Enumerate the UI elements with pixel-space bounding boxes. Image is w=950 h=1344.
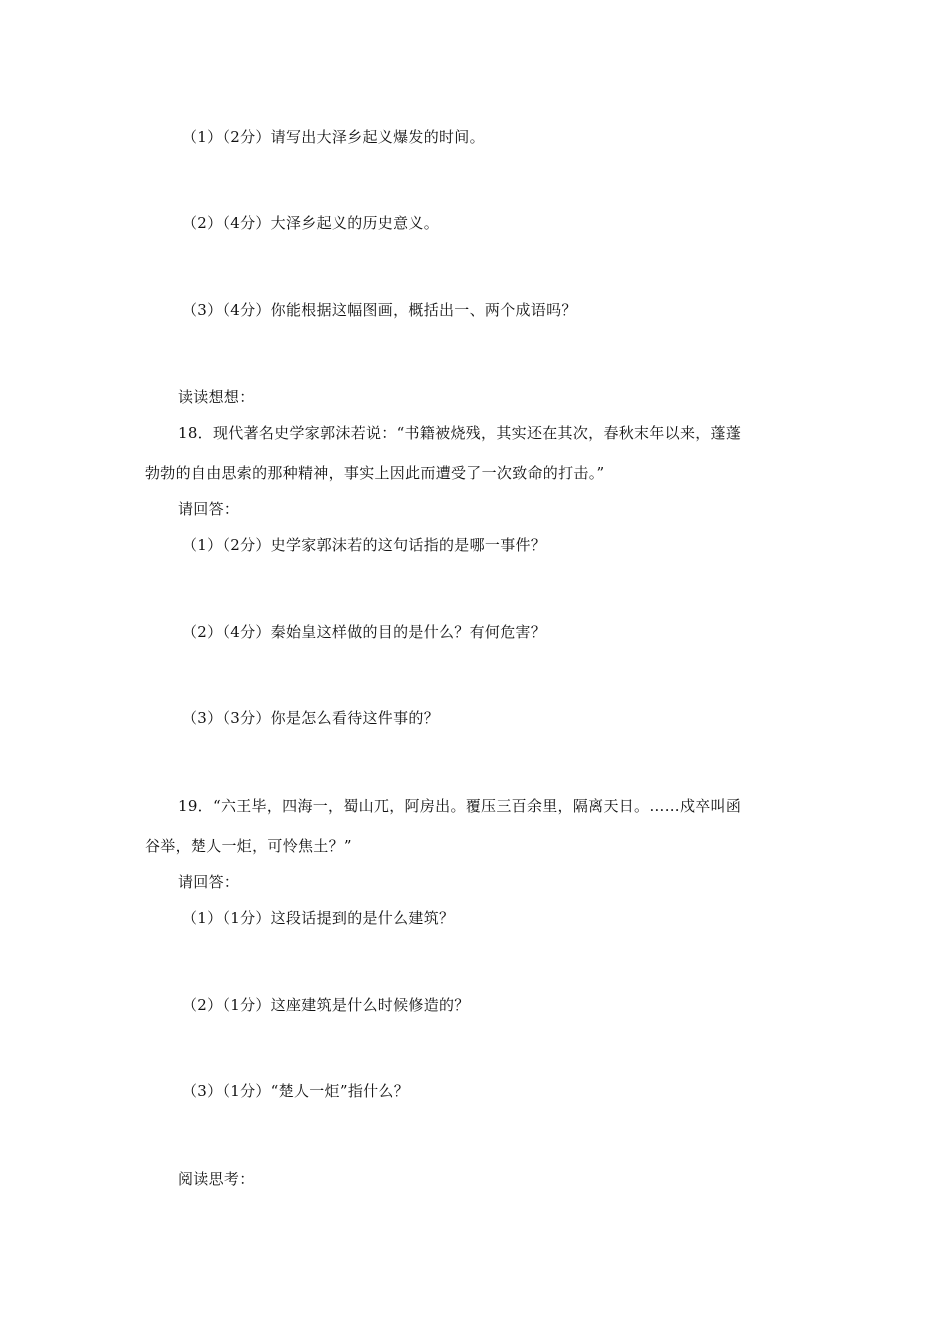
q19-stem-line-2: 谷举，楚人一炬，可怜焦土？” bbox=[145, 837, 352, 855]
q19-item-1: （1）（1分）这段话提到的是什么建筑？ bbox=[182, 909, 455, 927]
prev-question-item-1: （1）（2分）请写出大泽乡起义爆发的时间。 bbox=[182, 128, 485, 146]
prev-question-item-2: （2）（4分）大泽乡起义的历史意义。 bbox=[182, 214, 439, 232]
prev-question-item-3: （3）（4分）你能根据这幅图画，概括出一、两个成语吗？ bbox=[182, 301, 577, 319]
q18-stem-line-2: 勃勃的自由思索的那种精神，事实上因此而遭受了一次致命的打击。” bbox=[145, 464, 605, 482]
closing-heading: 阅读思考： bbox=[178, 1170, 255, 1188]
q18-prompt: 请回答： bbox=[178, 500, 240, 518]
q18-stem-line-1: 18．现代著名史学家郭沫若说：“书籍被烧残，其实还在其次，春秋末年以来，蓬蓬 bbox=[178, 424, 742, 442]
q18-item-1: （1）（2分）史学家郭沫若的这句话指的是哪一事件？ bbox=[182, 536, 547, 554]
q19-prompt: 请回答： bbox=[178, 873, 240, 891]
q19-stem-line-1: 19．“六王毕，四海一，蜀山兀，阿房出。覆压三百余里，隔离天日。……戍卒叫函 bbox=[178, 797, 742, 815]
q19-item-3: （3）（1分）“楚人一炬”指什么？ bbox=[182, 1082, 410, 1100]
q19-item-2: （2）（1分）这座建筑是什么时候修造的？ bbox=[182, 996, 470, 1014]
reading-heading: 读读想想： bbox=[178, 388, 255, 406]
q18-item-3: （3）（3分）你是怎么看待这件事的？ bbox=[182, 709, 439, 727]
q18-item-2: （2）（4分）秦始皇这样做的目的是什么？有何危害？ bbox=[182, 623, 547, 641]
